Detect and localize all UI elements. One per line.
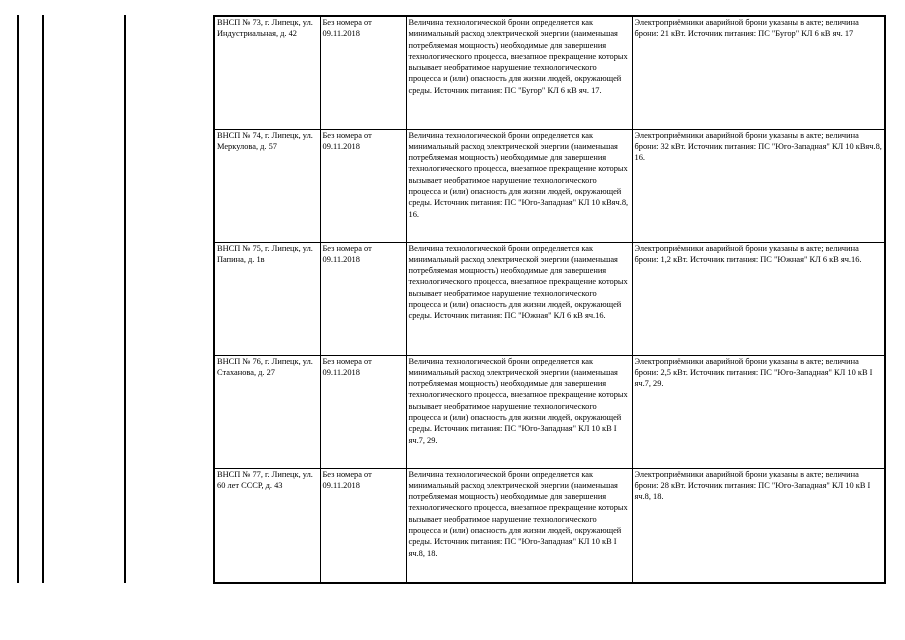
reservation-table (213, 15, 886, 584)
object-cell: ВНСП № 73, г. Липецк, ул. Индустриальная, д. 42 (214, 16, 320, 129)
table-row (214, 355, 885, 468)
act-cell: Без номера от 09.11.2018 (320, 242, 406, 355)
object-cell: ВНСП № 74, г. Липецк, ул. Меркулова, д. 57 (214, 129, 320, 242)
emergency-reserve-cell: Электроприёмники аварийной брони указаны в акте; величина брони: 28 кВт. Источник питания: ПС "Юго-Западная" КЛ 10 кВ I яч.8, 18. (632, 468, 885, 583)
tech-reserve-cell: Величина технологической брони определяется как минимальный расход электрической энергии (наименьшая потребляемая мощность) необходимые для завершения технологического процесса, внезапное прекращение которых вызывает необратимое нарушение технологического процесса и (или) опасность для жизни людей, окружающей среды. Источник питания: ПС "Юго-Западная" КЛ 10 кВ I яч.8, 18. (406, 468, 632, 583)
object-cell: ВНСП № 77, г. Липецк, ул. 60 лет СССР, д. 43 (214, 468, 320, 583)
table-row (214, 129, 885, 242)
table-row (214, 16, 885, 129)
left-margin-rule-2 (42, 15, 44, 583)
tech-reserve-cell: Величина технологической брони определяется как минимальный расход электрической энергии (наименьшая потребляемая мощность) необходимые для завершения технологического процесса, внезапное прекращение которых вызывает необратимое нарушение технологического процесса и (или) опасность для жизни людей, окружающей среды. Источник питания: ПС "Юго-Западная" КЛ 10 кВяч.8, 16. (406, 129, 632, 242)
emergency-reserve-cell: Электроприёмники аварийной брони указаны в акте; величина брони: 21 кВт. Источник питания: ПС "Бугор" КЛ 6 кВ яч. 17 (632, 16, 885, 129)
table-row (214, 468, 885, 583)
object-cell: ВНСП № 76, г. Липецк, ул. Стаханова, д. 27 (214, 355, 320, 468)
tech-reserve-cell: Величина технологической брони определяется как минимальный расход электрической энергии (наименьшая потребляемая мощность) необходимые для завершения технологического процесса, внезапное прекращение которых вызывает необратимое нарушение технологического процесса и (или) опасность для жизни людей, окружающей среды. Источник питания: ПС "Бугор" КЛ 6 кВ яч. 17. (406, 16, 632, 129)
emergency-reserve-cell: Электроприёмники аварийной брони указаны в акте; величина брони: 32 кВт. Источник питания: ПС "Юго-Западная" КЛ 10 кВяч.8, 16. (632, 129, 885, 242)
table-row (214, 242, 885, 355)
left-margin-rule-3 (124, 15, 126, 583)
tech-reserve-cell: Величина технологической брони определяется как минимальный расход электрической энергии (наименьшая потребляемая мощность) необходимые для завершения технологического процесса, внезапное прекращение которых вызывает необратимое нарушение технологического процесса и (или) опасность для жизни людей, окружающей среды. Источник питания: ПС "Южная" КЛ 6 кВ яч.16. (406, 242, 632, 355)
act-cell: Без номера от 09.11.2018 (320, 16, 406, 129)
object-cell: ВНСП № 75, г. Липецк, ул. Папина, д. 1в (214, 242, 320, 355)
act-cell: Без номера от 09.11.2018 (320, 355, 406, 468)
left-margin-rule-1 (17, 15, 19, 583)
emergency-reserve-cell: Электроприёмники аварийной брони указаны в акте; величина брони: 1,2 кВт. Источник питания: ПС "Южная" КЛ 6 кВ яч.16. (632, 242, 885, 355)
act-cell: Без номера от 09.11.2018 (320, 468, 406, 583)
tech-reserve-cell: Величина технологической брони определяется как минимальный расход электрической энергии (наименьшая потребляемая мощность) необходимые для завершения технологического процесса, внезапное прекращение которых вызывает необратимое нарушение технологического процесса и (или) опасность для жизни людей, окружающей среды. Источник питания: ПС "Юго-Западная" КЛ 10 кВ I яч.7, 29. (406, 355, 632, 468)
emergency-reserve-cell: Электроприёмники аварийной брони указаны в акте; величина брони: 2,5 кВт. Источник питания: ПС "Юго-Западная" КЛ 10 кВ I яч.7, 29. (632, 355, 885, 468)
act-cell: Без номера от 09.11.2018 (320, 129, 406, 242)
